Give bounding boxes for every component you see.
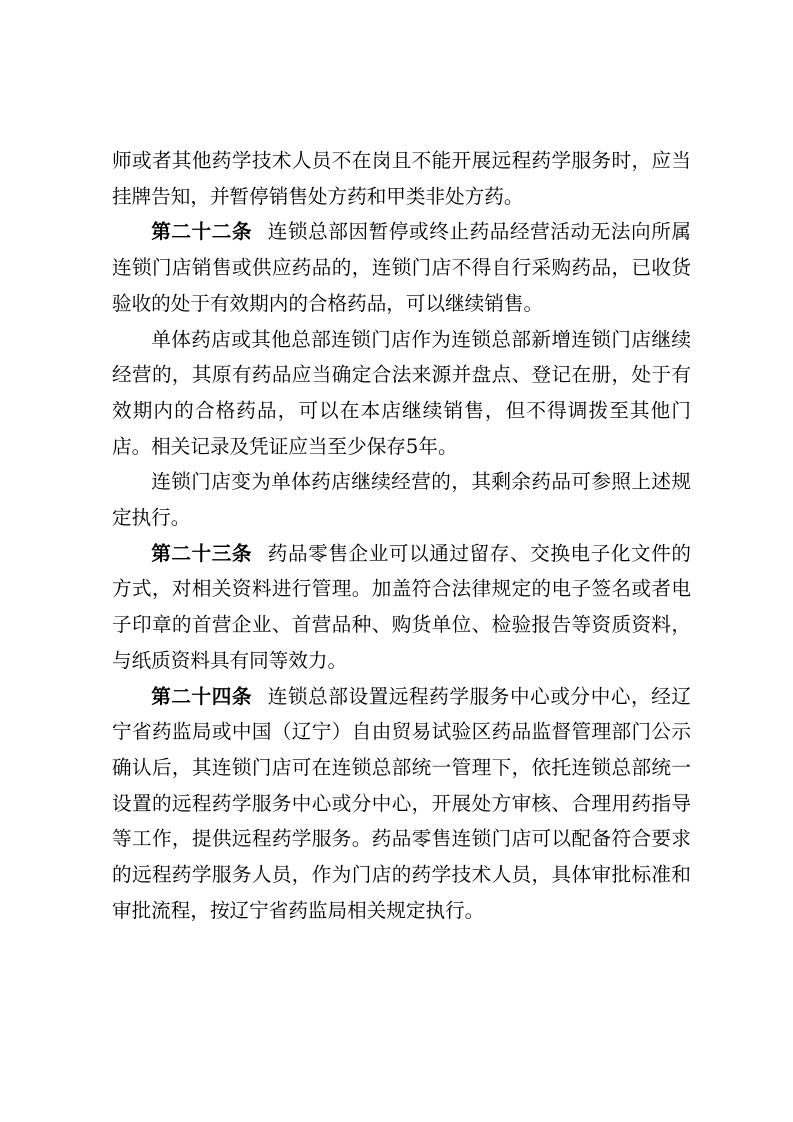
article-heading: 第二十四条	[151, 684, 253, 708]
paragraph-text: 单体药店或其他总部连锁门店作为连锁总部新增连锁门店继续经营的，其原有药品应当确定合法来源并盘点、登记在册，处于有效期内的合格药品，可以在本店继续销售，但不得调拨至其他门店。相关记录及凭证应当至少保存5年。	[112, 327, 691, 458]
paragraph-text: 连锁总部因暂停或终止药品经营活动无法向所属连锁门店销售或供应药品的，连锁门店不得自行采购药品，已收货验收的处于有效期内的合格药品，可以继续销售。	[112, 220, 692, 315]
article-22-paragraph-2	[112, 322, 691, 465]
article-23	[112, 536, 691, 679]
paragraph-continuation	[112, 143, 691, 214]
paragraph-text: 药品零售企业可以通过留存、交换电子化文件的方式，对相关资料进行管理。加盖符合法律规定的电子签名或者电子印章的首营企业、首营品种、购货单位、检验报告等资质资料，与纸质资料具有同等效力。	[112, 541, 692, 672]
article-22	[112, 214, 691, 321]
article-heading: 第二十三条	[151, 541, 253, 565]
paragraph-text: 连锁门店变为单体药店继续经营的，其剩余药品可参照上述规定执行。	[112, 470, 691, 530]
document-body	[112, 143, 691, 928]
article-24	[112, 679, 691, 929]
article-22-paragraph-3	[112, 464, 691, 535]
paragraph-text: 师或者其他药学技术人员不在岗且不能开展远程药学服务时，应当挂牌告知，并暂停销售处方药和甲类非处方药。	[112, 149, 691, 208]
paragraph-text: 连锁总部设置远程药学服务中心或分中心，经辽宁省药监局或中国（辽宁）自由贸易试验区药品监督管理部门公示确认后，其连锁门店可在连锁总部统一管理下，依托连锁总部统一设置的远程药学服务中心或分中心，开展处方审核、合理用药指导等工作，提供远程药学服务。药品零售连锁门店可以配备符合要求的远程药学服务人员，作为门店的药学技术人员，具体审批标准和审批流程，按辽宁省药监局相关规定执行。	[112, 684, 692, 922]
article-heading: 第二十二条	[151, 220, 253, 244]
